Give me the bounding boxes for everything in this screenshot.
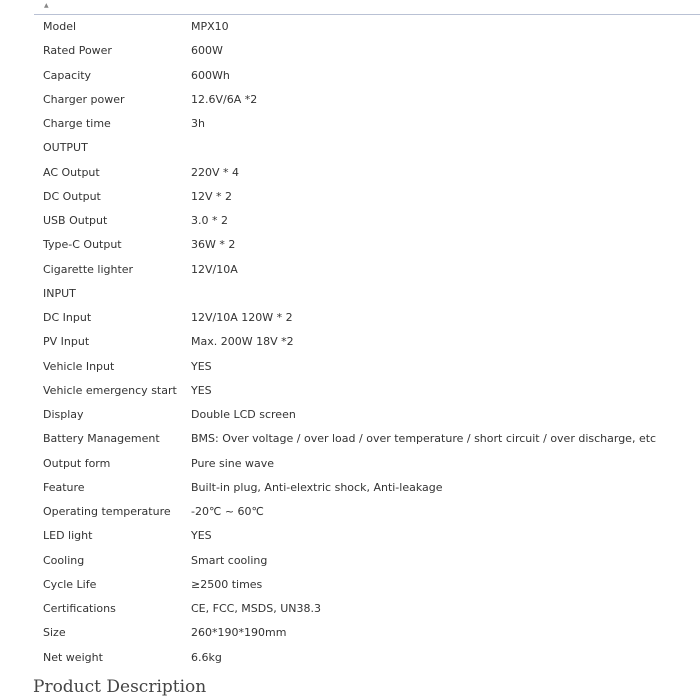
- spec-label: LED light: [43, 529, 93, 543]
- spec-label: USB Output: [43, 214, 108, 227]
- spec-row: [43, 476, 693, 500]
- spec-label: Output form: [43, 456, 111, 470]
- spec-row: [43, 330, 693, 354]
- spec-label: Certifications: [43, 602, 116, 615]
- spec-value: 220V * 4: [191, 165, 240, 179]
- spec-value: MPX10: [191, 20, 229, 33]
- spec-row: [43, 646, 693, 670]
- spec-value: YES: [191, 529, 212, 543]
- spec-row: [43, 209, 693, 233]
- spec-label: PV Input: [43, 335, 90, 349]
- spec-value: 260*190*190mm: [191, 626, 287, 640]
- scroll-up-arrow-icon[interactable]: ▲: [44, 2, 49, 9]
- spec-value: YES: [191, 383, 212, 397]
- spec-value: -20℃ ~ 60℃: [191, 505, 264, 518]
- spec-label: Net weight: [43, 650, 103, 664]
- spec-label: Operating temperature: [43, 505, 171, 518]
- spec-row: [43, 282, 693, 306]
- spec-row: [43, 185, 693, 209]
- spec-label: Charge time: [43, 117, 111, 130]
- spec-label: DC Output: [43, 189, 101, 203]
- spec-label: DC Input: [43, 311, 92, 324]
- spec-label: Capacity: [43, 68, 92, 82]
- spec-label: Type-C Output: [43, 238, 122, 252]
- spec-label: AC Output: [43, 165, 100, 179]
- spec-value: Max. 200W 18V *2: [191, 335, 294, 349]
- spec-row: [43, 524, 693, 548]
- spec-row: [43, 161, 693, 185]
- spec-label: Battery Management: [43, 432, 160, 446]
- spec-row: [43, 112, 693, 136]
- product-description-heading: Product Description: [33, 677, 207, 697]
- spec-label: Feature: [43, 480, 85, 494]
- spec-value: 6.6kg: [191, 650, 222, 664]
- spec-value: 600W: [191, 44, 223, 58]
- spec-row: [43, 15, 693, 39]
- spec-row: [43, 64, 693, 88]
- spec-value: 3h: [191, 117, 205, 130]
- spec-row: [43, 500, 693, 524]
- spec-value: 36W * 2: [191, 238, 236, 252]
- spec-value: 12V/10A: [191, 262, 238, 276]
- spec-label: Charger power: [43, 92, 125, 106]
- spec-row: [43, 258, 693, 282]
- spec-row: [43, 379, 693, 403]
- spec-value: 12.6V/6A *2: [191, 92, 258, 106]
- spec-row: [43, 136, 693, 160]
- spec-row: [43, 306, 693, 330]
- spec-label: Display: [43, 408, 84, 421]
- spec-label: Rated Power: [43, 44, 112, 58]
- spec-value: CE, FCC, MSDS, UN38.3: [191, 602, 321, 615]
- spec-label: OUTPUT: [43, 141, 88, 155]
- spec-value: ≥2500 times: [191, 577, 263, 591]
- spec-label: Vehicle emergency start: [43, 383, 177, 397]
- spec-value: 12V/10A 120W * 2: [191, 311, 293, 324]
- spec-label: Cooling: [43, 553, 85, 567]
- spec-label: Cigarette lighter: [43, 262, 134, 276]
- spec-value: YES: [191, 359, 212, 373]
- spec-row: [43, 573, 693, 597]
- spec-value: 12V * 2: [191, 189, 233, 203]
- spec-row: [43, 427, 693, 451]
- spec-value: BMS: Over voltage / over load / over temperature / short circuit / over discharge, etc: [191, 432, 657, 446]
- spec-value: Built-in plug, Anti-elextric shock, Anti-leakage: [191, 480, 443, 494]
- spec-row: [43, 39, 693, 63]
- spec-row: [43, 621, 693, 645]
- spec-label: Model: [43, 20, 77, 33]
- spec-row: [43, 233, 693, 257]
- spec-table: [43, 15, 693, 670]
- spec-value: Double LCD screen: [191, 408, 296, 421]
- spec-value: 600Wh: [191, 68, 230, 82]
- spec-value: 3.0 * 2: [191, 214, 228, 227]
- spec-label: Cycle Life: [43, 577, 97, 591]
- spec-label: INPUT: [43, 286, 76, 300]
- spec-value: Pure sine wave: [191, 456, 274, 470]
- spec-row: [43, 452, 693, 476]
- spec-row: [43, 597, 693, 621]
- spec-label: Vehicle Input: [43, 359, 115, 373]
- spec-row: [43, 549, 693, 573]
- spec-row: [43, 355, 693, 379]
- spec-row: [43, 403, 693, 427]
- spec-label: Size: [43, 626, 66, 640]
- spec-row: [43, 88, 693, 112]
- spec-value: Smart cooling: [191, 553, 268, 567]
